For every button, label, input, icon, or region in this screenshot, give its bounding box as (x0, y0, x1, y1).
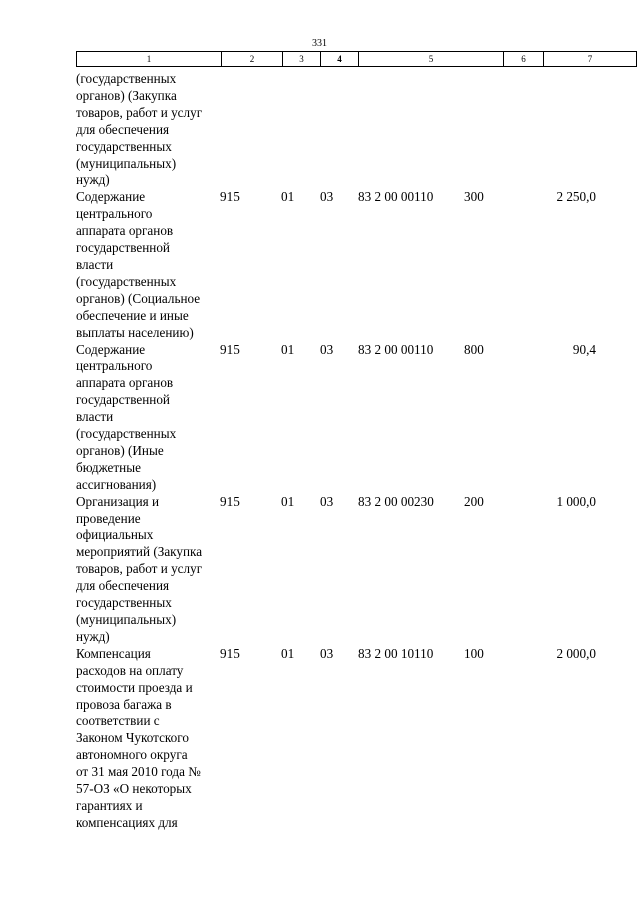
row-expense-type: 300 (464, 189, 484, 205)
row-description: Содержание центрального аппарата органов государственной власти (государственных органов) (Иные бюджетные ассигнования) (76, 341, 177, 492)
row-amount: 2 250,0 (556, 189, 596, 205)
row-section: 01 (281, 189, 295, 205)
row-ministry-code: 915 (220, 189, 240, 205)
column-header-2: 2 (222, 52, 283, 67)
column-header-7: 7 (544, 52, 637, 67)
row-target-article: 83 2 00 00230 (358, 493, 434, 509)
row-expense-type: 200 (464, 493, 484, 509)
row-target-article: 83 2 00 00110 (358, 189, 434, 205)
row-description: (государственных органов) (Закупка товаров, работ и услуг для обеспечения государственных (муниципальных) нужд) (76, 71, 203, 188)
row-target-article: 83 2 00 00110 (358, 341, 434, 357)
table-row (76, 342, 596, 494)
column-header-table (76, 51, 637, 67)
row-expense-type: 100 (464, 645, 484, 661)
page-number: 331 (312, 38, 327, 49)
table-row (76, 494, 596, 646)
column-header-1: 1 (77, 52, 222, 67)
row-ministry-code: 915 (220, 493, 240, 509)
row-section: 01 (281, 493, 295, 509)
column-header-6: 6 (504, 52, 544, 67)
row-amount: 1 000,0 (556, 493, 596, 509)
row-description: Компенсация расходов на оплату стоимости проезда и провоза багажа в соответствии с Законом Чукотского автономного округа от 31 мая 2010 года № 57-ОЗ «О некоторых гарантиях и компенсациях для (76, 645, 201, 830)
row-description: Организация и проведение официальных мероприятий (Закупка товаров, работ и услуг для обеспечения государственных (муниципальных) нужд) (76, 493, 203, 644)
row-amount: 90,4 (572, 341, 596, 357)
row-subsection: 03 (320, 645, 334, 661)
budget-table-body (76, 71, 596, 832)
column-header-4: 4 (321, 52, 359, 67)
row-subsection: 03 (320, 493, 334, 509)
row-ministry-code: 915 (220, 341, 240, 357)
table-row (76, 189, 596, 341)
row-ministry-code: 915 (220, 645, 240, 661)
row-description: Содержание центрального аппарата органов государственной власти (государственных органов) (Социальное обеспечение и иные выплаты населению) (76, 189, 201, 340)
table-row (76, 71, 596, 189)
row-section: 01 (281, 341, 295, 357)
row-target-article: 83 2 00 10110 (358, 645, 434, 661)
column-header-row (77, 52, 637, 67)
row-section: 01 (281, 645, 295, 661)
row-subsection: 03 (320, 341, 334, 357)
row-subsection: 03 (320, 189, 334, 205)
column-header-5: 5 (359, 52, 504, 67)
table-row (76, 646, 596, 832)
column-header-3: 3 (283, 52, 321, 67)
row-expense-type: 800 (464, 341, 484, 357)
row-amount: 2 000,0 (556, 645, 596, 661)
